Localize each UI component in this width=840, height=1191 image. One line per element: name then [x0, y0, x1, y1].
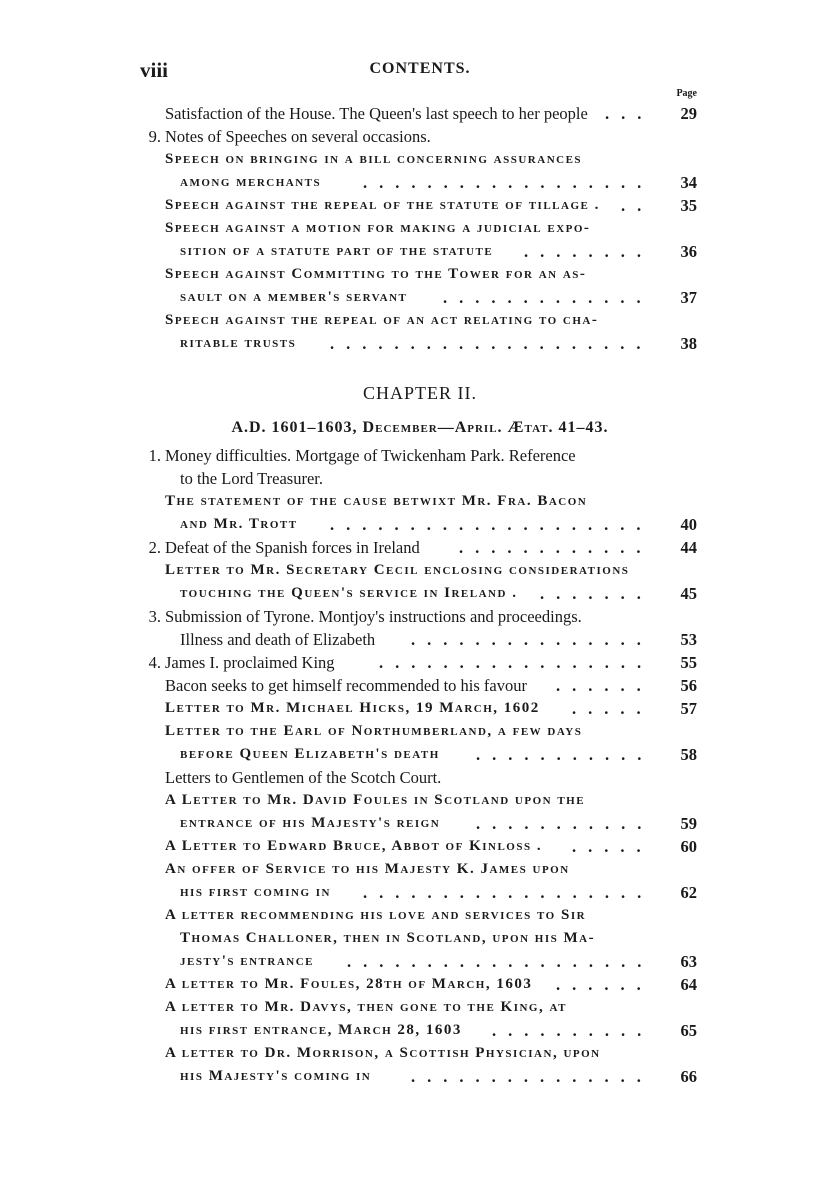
- entry-page-number: 65: [680, 1021, 697, 1040]
- contents-entry: [165, 490, 697, 513]
- contents-entry: [180, 950, 697, 973]
- entry-number: 3.: [148, 607, 161, 626]
- contents-entry: [180, 582, 697, 605]
- entry-text: A letter to Mr. Foules, 28th of March, 1603: [165, 976, 533, 992]
- entry-text: entrance of his Majesty's reign: [180, 815, 441, 831]
- dot-leader: ........: [524, 242, 653, 261]
- contents-entry: [180, 240, 697, 263]
- entry-text: Letter to Mr. Secretary Cecil enclosing considerations: [165, 562, 630, 578]
- entry-page-number: 35: [680, 196, 697, 215]
- page-number: viii: [140, 58, 169, 82]
- entry-text: Defeat of the Spanish forces in Ireland: [165, 538, 420, 557]
- entry-page-number: 55: [680, 653, 697, 672]
- entry-text: Letter to the Earl of Northumberland, a few days: [165, 723, 583, 739]
- entry-text: jesty's entrance: [180, 953, 315, 969]
- dot-leader: ............: [459, 538, 653, 557]
- contents-entry: [180, 332, 697, 355]
- entry-text: before Queen Elizabeth's death: [180, 746, 440, 762]
- entry-text: Illness and death of Elizabeth: [180, 630, 376, 649]
- entry-text: touching the Queen's service in Ireland .: [180, 585, 518, 601]
- contents-entry: [180, 513, 697, 536]
- contents-entry: [165, 858, 697, 881]
- contents-entry: [165, 789, 697, 812]
- entry-text: Speech against the repeal of the statute of tillage .: [165, 197, 600, 213]
- dot-leader: ..................: [363, 883, 654, 902]
- entry-page-number: 53: [680, 630, 697, 649]
- contents-entry: [180, 743, 697, 766]
- entry-text: his first coming in: [180, 884, 331, 900]
- entry-text: his Majesty's coming in: [180, 1068, 372, 1084]
- entry-page-number: 57: [680, 699, 697, 718]
- dot-leader: .................: [379, 653, 654, 672]
- contents-entry: [165, 309, 697, 332]
- entry-text: Letter to Mr. Michael Hicks, 19 March, 1602: [165, 700, 540, 716]
- entry-page-number: 59: [680, 814, 697, 833]
- contents-entry: [180, 467, 697, 490]
- contents-entry: [165, 559, 697, 582]
- dot-leader: ...............: [411, 630, 653, 649]
- entry-text: James I. proclaimed King: [165, 653, 335, 672]
- entry-page-number: 63: [680, 952, 697, 971]
- entry-page-number: 56: [680, 676, 697, 695]
- entry-text: sition of a statute part of the statute: [180, 243, 494, 259]
- entry-page-number: 64: [680, 975, 697, 994]
- entry-text: Speech against Committing to the Tower for an as-: [165, 266, 587, 282]
- page-column-label: Page: [676, 88, 697, 99]
- entry-page-number: 45: [680, 584, 697, 603]
- entry-number: 2.: [148, 538, 161, 557]
- dot-leader: .....: [572, 699, 653, 718]
- entry-text: Speech on bringing in a bill concerning assurances: [165, 151, 583, 167]
- contents-entry: [165, 1042, 697, 1065]
- entry-text: Bacon seeks to get himself recommended to his favour: [165, 676, 527, 695]
- contents-entry: [180, 927, 697, 950]
- contents-entry: [180, 812, 697, 835]
- entry-text: The statement of the cause betwixt Mr. Fra. Bacon: [165, 493, 588, 509]
- contents-entry: [148, 444, 697, 467]
- entry-text: Speech against the repeal of an act relating to cha-: [165, 312, 599, 328]
- entry-page-number: 44: [680, 538, 697, 557]
- entry-page-number: 38: [680, 334, 697, 353]
- contents-entry: [165, 148, 697, 171]
- entry-text: Thomas Challoner, then in Scotland, upon his Ma-: [180, 930, 596, 946]
- contents-entry: [148, 536, 697, 559]
- entry-text: sault on a member's servant: [180, 289, 408, 305]
- chapter-date: A.D. 1601–1603, December—April. Ætat. 41–43.: [231, 419, 609, 436]
- entry-number: 1.: [148, 446, 161, 465]
- entry-text: Notes of Speeches on several occasions.: [165, 127, 431, 146]
- dot-leader: .......: [540, 584, 653, 603]
- page-title: CONTENTS.: [369, 60, 471, 77]
- contents-entry: [180, 881, 697, 904]
- entry-text: Speech against a motion for making a judicial expo-: [165, 220, 591, 236]
- contents-entry: [148, 125, 697, 148]
- chapter-title: CHAPTER II.: [363, 383, 477, 403]
- dot-leader: ..........: [492, 1021, 654, 1040]
- entry-number: 4.: [148, 653, 161, 672]
- entry-text: and Mr. Trott: [180, 516, 298, 532]
- entry-text: Money difficulties. Mortgage of Twickenham Park. Reference: [165, 446, 576, 465]
- entry-page-number: 62: [680, 883, 697, 902]
- entry-text: A Letter to Mr. David Foules in Scotland upon the: [165, 792, 586, 808]
- dot-leader: ..................: [363, 173, 654, 192]
- entry-text: A letter recommending his love and services to Sir: [165, 907, 587, 923]
- contents-entry: [165, 102, 697, 125]
- contents-entry: [180, 628, 697, 651]
- dot-leader: ...............: [411, 1067, 653, 1086]
- contents-entry: [165, 973, 697, 996]
- dot-leader: ....................: [330, 334, 653, 353]
- contents-entry: [165, 766, 697, 789]
- entry-page-number: 34: [680, 173, 697, 192]
- entry-page-number: 58: [680, 745, 697, 764]
- entry-text: among merchants: [180, 174, 322, 190]
- dot-leader: ....................: [330, 515, 653, 534]
- entry-text: his first entrance, March 28, 1603: [180, 1022, 462, 1038]
- contents-entry: [165, 996, 697, 1019]
- running-header: [140, 58, 700, 86]
- contents-entry: [180, 1065, 697, 1088]
- contents-entry: [165, 674, 697, 697]
- entry-text: A letter to Mr. Davys, then gone to the King, at: [165, 999, 567, 1015]
- contents-entry: [148, 605, 697, 628]
- entry-text: ritable trusts: [180, 335, 297, 351]
- contents-entry: [165, 904, 697, 927]
- dot-leader: ...................: [347, 952, 654, 971]
- dot-leader: ...: [605, 104, 654, 123]
- contents-entry: [165, 720, 697, 743]
- contents-entry: [165, 217, 697, 240]
- dot-leader: ......: [556, 676, 653, 695]
- contents-entry: [180, 171, 697, 194]
- contents-entry: [165, 835, 697, 858]
- dot-leader: .............: [443, 288, 653, 307]
- entry-page-number: 37: [680, 288, 697, 307]
- entry-text: An offer of Service to his Majesty K. James upon: [165, 861, 570, 877]
- entry-text: A letter to Dr. Morrison, a Scottish Physician, upon: [165, 1045, 601, 1061]
- entry-text: Satisfaction of the House. The Queen's last speech to her people: [165, 104, 588, 123]
- entry-text: Letters to Gentlemen of the Scotch Court.: [165, 768, 442, 787]
- entry-page-number: 29: [680, 104, 697, 123]
- entry-page-number: 40: [680, 515, 697, 534]
- dot-leader: .....: [572, 837, 653, 856]
- contents-entry: [165, 263, 697, 286]
- entry-text: A Letter to Edward Bruce, Abbot of Kinloss .: [165, 838, 543, 854]
- dot-leader: ...........: [476, 814, 654, 833]
- entry-text: to the Lord Treasurer.: [180, 469, 323, 488]
- contents-entry: [165, 194, 697, 217]
- contents-entry: [180, 286, 697, 309]
- dot-leader: ...........: [476, 745, 654, 764]
- contents-entry: [180, 1019, 697, 1042]
- entry-number: 9.: [148, 127, 161, 146]
- contents-entry: [165, 697, 697, 720]
- entry-page-number: 36: [680, 242, 697, 261]
- entry-text: Submission of Tyrone. Montjoy's instructions and proceedings.: [165, 607, 582, 626]
- dot-leader: ......: [556, 975, 653, 994]
- entry-page-number: 66: [680, 1067, 697, 1086]
- entry-page-number: 60: [680, 837, 697, 856]
- dot-leader: ..: [621, 196, 654, 215]
- contents-entry: [148, 651, 697, 674]
